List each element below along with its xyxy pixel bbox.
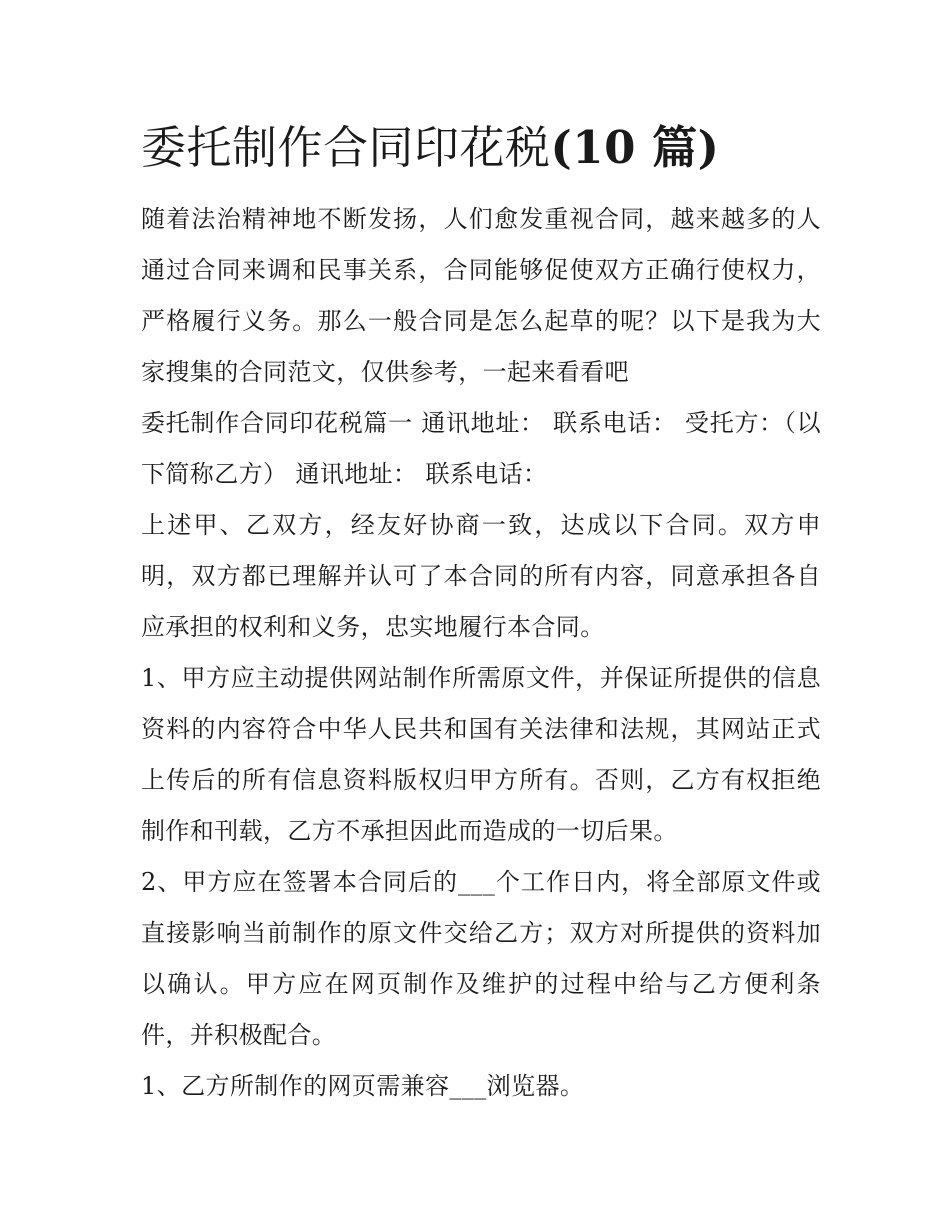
document-title-main: 委托制作合同印花税 <box>141 121 551 174</box>
party-info-paragraph: 委托制作合同印花税篇一 通讯地址： 联系电话： 受托方：（以下简称乙方） 通讯地址： 联系电话： <box>141 409 821 488</box>
document-body <box>141 118 821 1112</box>
agreement-paragraph: 上述甲、乙双方，经友好协商一致，达成以下合同。双方申明，双方都已理解并认可了本合同的所有内容，同意承担各自应承担的权利和义务，忠实地履行本合同。 <box>141 511 821 641</box>
clause-paragraph-party-a-1: 1、甲方应主动提供网站制作所需原文件，并保证所提供的信息资料的内容符合中华人民共和国有关法律和法规，其网站正式上传后的所有信息资料版权归甲方所有。否则，乙方有权拒绝制作和刊载，乙方不承担因此而造成的一切后果。 <box>141 664 821 845</box>
document-title-suffix: (10 篇) <box>550 121 720 174</box>
intro-paragraph: 随着法治精神地不断发扬，人们愈发重视合同，越来越多的人通过合同来调和民事关系，合同能够促使双方正确行使权力，严格履行义务。那么一般合同是怎么起草的呢？以下是我为大家搜集的合同范文，仅供参考，一起来看看吧 <box>141 205 821 386</box>
clause-paragraph-party-b-1: 1、乙方所制作的网页需兼容___浏览器。 <box>141 1072 585 1100</box>
document-title <box>141 118 821 178</box>
clause-paragraph-party-a-2: 2、甲方应在签署本合同后的___个工作日内，将全部原文件或直接影响当前制作的原文件交给乙方；双方对所提供的资料加以确认。甲方应在网页制作及维护的过程中给与乙方便利条件，并积极配合。 <box>141 868 821 1049</box>
